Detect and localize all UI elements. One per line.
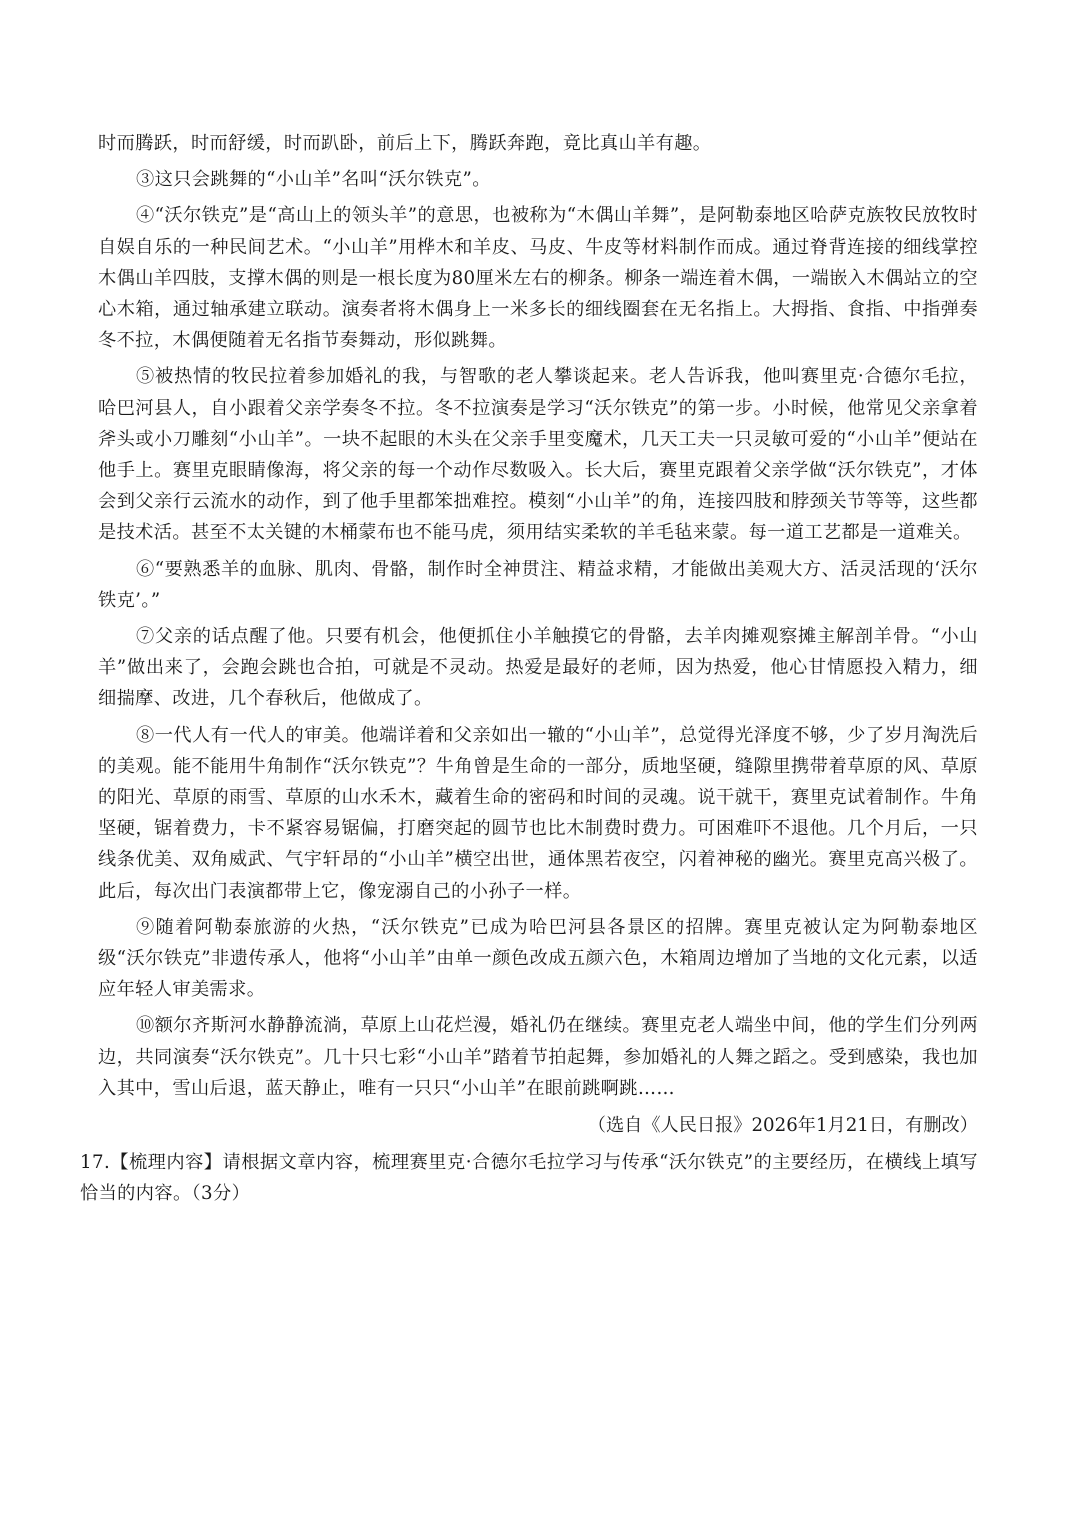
paragraph-9: ⑨随着阿勒泰旅游的火热，“沃尔铁克”已成为哈巴河县各景区的招牌。赛里克被认定为阿勒泰地区级“沃尔铁克”非遗传承人，他将“小山羊”由单一颜色改成五颜六色，木箱周边增加了当地的文化元素，以适应年轻人审美需求。 [98, 916, 978, 1001]
paragraph-10: ⑩额尔齐斯河水静静流淌，草原上山花烂漫，婚礼仍在继续。赛里克老人端坐中间，他的学生们分列两边，共同演奏“沃尔铁克”。几十只七彩“小山羊”踏着节拍起舞，参加婚礼的人舞之蹈之。受到感染，我也加入其中，雪山后退，蓝天静止，唯有一只只“小山羊”在眼前跳啊跳…… [98, 1015, 978, 1099]
paragraph-7: ⑦父亲的话点醒了他。只要有机会，他便抓住小羊触摸它的骨骼，去羊肉摊观察摊主解剖羊骨。“小山羊”做出来了，会跑会跳也合拍，可就是不灵动。热爱是最好的老师，因为热爱，他心甘情愿投入精力，细细揣摩、改进，几个春秋后，他做成了。 [98, 626, 978, 710]
source-citation: （选自《人民日报》2026年1月21日，有删改） [587, 1115, 978, 1137]
document-page [80, 128, 978, 1210]
question-17: 17.【梳理内容】请根据文章内容，梳理赛里克·合德尔毛拉学习与传承“沃尔铁克”的主要经历，在横线上填写恰当的内容。（3分） [80, 1152, 978, 1205]
paragraph-3: ③这只会跳舞的“小山羊”名叫“沃尔铁克”。 [136, 169, 491, 191]
paragraph-8: ⑧一代人有一代人的审美。他端详着和父亲如出一辙的“小山羊”，总觉得光泽度不够，少了岁月淘洗后的美观。能不能用牛角制作“沃尔铁克”？牛角曾是生命的一部分，质地坚硬，缝隙里携带着草原的风、草原的阳光、草原的雨雪、草原的山水禾木，藏着生命的密码和时间的灵魂。说干就干，赛里克试着制作。牛角坚硬，锯着费力，卡不紧容易锯偏，打磨突起的圆节也比木制费时费力。可困难吓不退他。几个月后，一只线条优美、双角威武、气宇轩昂的“小山羊”横空出世，通体黑若夜空，闪着神秘的幽光。赛里克高兴极了。此后，每次出门表演都带上它，像宠溺自己的小孙子一样。 [98, 724, 978, 902]
paragraph-6: ⑥“要熟悉羊的血脉、肌肉、骨骼，制作时全神贯注、精益求精，才能做出美观大方、活灵活现的‘沃尔铁克’。” [98, 558, 978, 611]
paragraph-4: ④“沃尔铁克”是“高山上的领头羊”的意思，也被称为“木偶山羊舞”，是阿勒泰地区哈萨克族牧民放牧时自娱自乐的一种民间艺术。“小山羊”用桦木和羊皮、马皮、牛皮等材料制作而成。通过脊背连接的细线掌控木偶山羊四肢，支撑木偶的则是一根长度为80厘米左右的柳条。柳条一端连着木偶，一端嵌入木偶站立的空心木箱，通过轴承建立联动。演奏者将木偶身上一米多长的细线圈套在无名指上。大拇指、食指、中指弹奏冬不拉，木偶便随着无名指节奏舞动，形似跳舞。 [98, 205, 978, 352]
paragraph-5: ⑤被热情的牧民拉着参加婚礼的我，与智歌的老人攀谈起来。老人告诉我，他叫赛里克·合德尔毛拉，哈巴河县人，自小跟着父亲学奏冬不拉。冬不拉演奏是学习“沃尔铁克”的第一步。小时候，他常见父亲拿着斧头或小刀雕刻“小山羊”。一块不起眼的木头在父亲手里变魔术，几天工夫一只灵敏可爱的“小山羊”便站在他手上。赛里克眼睛像海，将父亲的每一个动作尽数吸入。长大后，赛里克跟着父亲学做“沃尔铁克”，才体会到父亲行云流水的动作，到了他手里都笨拙难控。模刻“小山羊”的角，连接四肢和脖颈关节等等，这些都是技术活。甚至不太关键的木桶蒙布也不能马虎，须用结实柔软的羊毛毡来蒙。每一道工艺都是一道难关。 [98, 366, 978, 544]
paragraph-1: 时而腾跃，时而舒缓，时而趴卧，前后上下，腾跃奔跑，竟比真山羊有趣。 [98, 133, 712, 154]
